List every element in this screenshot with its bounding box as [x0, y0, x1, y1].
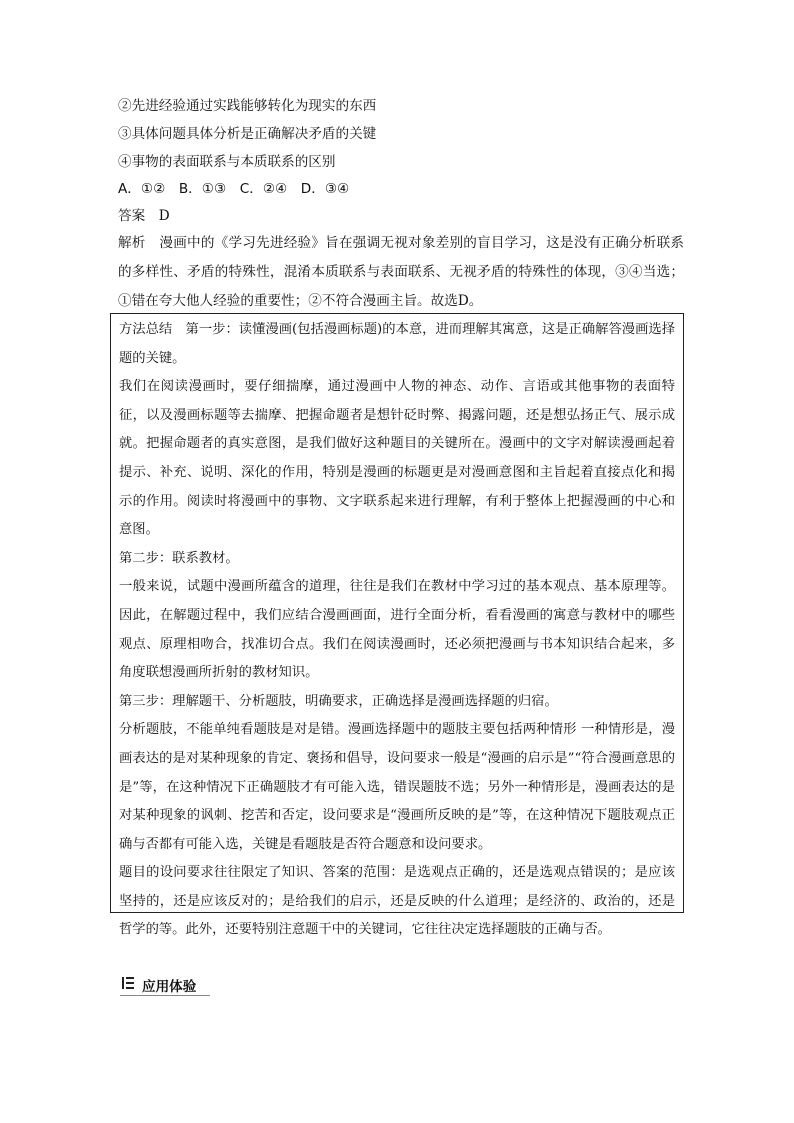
step-two-detail-paragraph: 一般来说，试题中漫画所蕴含的道理，往往是我们在教材中学习过的基本观点、基本原理等。因此，在解题过程中，我们应结合漫画画面，进行全面分析，看看漫画的寓意与教材中的哪些观点、原理相吻合，找准切合点。我们在阅读漫画时，还必须把漫画与书本知识结合起来，多角度联想漫画所折射的教材知识。 — [119, 579, 675, 681]
section-heading — [120, 975, 210, 996]
section-heading-label: 应用体验 — [142, 979, 197, 995]
answer-line: 答案 D — [118, 208, 170, 224]
list-bars-icon — [122, 977, 134, 989]
method-summary-box — [110, 313, 684, 938]
option-2: ②先进经验通过实践能够转化为现实的东西 — [118, 98, 377, 114]
step-two-heading: 第二步：联系教材。 — [119, 550, 239, 566]
option-4: ④事物的表面联系与本质联系的区别 — [118, 154, 336, 170]
step-three-heading: 第三步：理解题干、分析题肢，明确要求，正确选择是漫画选择题的归宿。 — [119, 693, 558, 709]
question-requirement-paragraph: 题目的设问要求往往限定了知识、答案的范围：是选观点正确的，还是选观点错误的；是应该坚持的，还是应该反对的；是给我们的启示，还是反映的什么道理；是经济的、政治的，还是哲学的等。此外，还要特别注意题干中的关键词，它往往决定选择题肢的正确与否。 — [119, 865, 675, 938]
step-one-detail-paragraph: 我们在阅读漫画时，要仔细揣摩，通过漫画中人物的神态、动作、言语或其他事物的表面特征，以及漫画标题等去揣摩、把握命题者是想针砭时弊、揭露问题，还是想弘扬正气、展示成就。把握命题者的真实意图，是我们做好这种题目的关键所在。漫画中的文字对解读漫画起着提示、补充、说明、深化的作用，特别是漫画的标题更是对漫画意图和主旨起着直接点化和揭示的作用。阅读时将漫画中的事物、文字联系起来进行理解，有利于整体上把握漫画的中心和意图。 — [119, 379, 675, 538]
option-3: ③具体问题具体分析是正确解决矛盾的关键 — [118, 126, 377, 142]
answer-choices: A．①② B．①③ C．②④ D．③④ — [118, 181, 350, 197]
step-one-paragraph: 方法总结 第一步：读懂漫画(包括漫画标题)的本意，进而理解其寓意，这是正确解答漫画选择题的关键。 — [119, 322, 675, 366]
step-three-detail-paragraph: 分析题肢，不能单纯看题肢是对是错。漫画选择题中的题肢主要包括两种情形 一种情形是，漫画表达的是对某种现象的肯定、褒扬和倡导，设问要求一般是“漫画的启示是”“符合漫画意思的是”等，在这种情况下正确题肢才有可能入选，错误题肢不选；另外一种情形是，漫画表达的是对某种现象的讽刺、挖苦和否定，设问要求是“漫画所反映的是”等，在这种情况下题肢观点正确与否都有可能入选，关键是看题肢是否符合题意和设问要求。 — [119, 722, 675, 852]
analysis-paragraph: 解析 漫画中的《学习先进经验》旨在强调无视对象差别的盲目学习，这是没有正确分析联系的多样性、矛盾的特殊性，混淆本质联系与表面联系、无视矛盾的特殊性的体现，③④当选；①错在夸大他人经验的重要性；②不符合漫画主旨。故选D。 — [118, 235, 684, 309]
